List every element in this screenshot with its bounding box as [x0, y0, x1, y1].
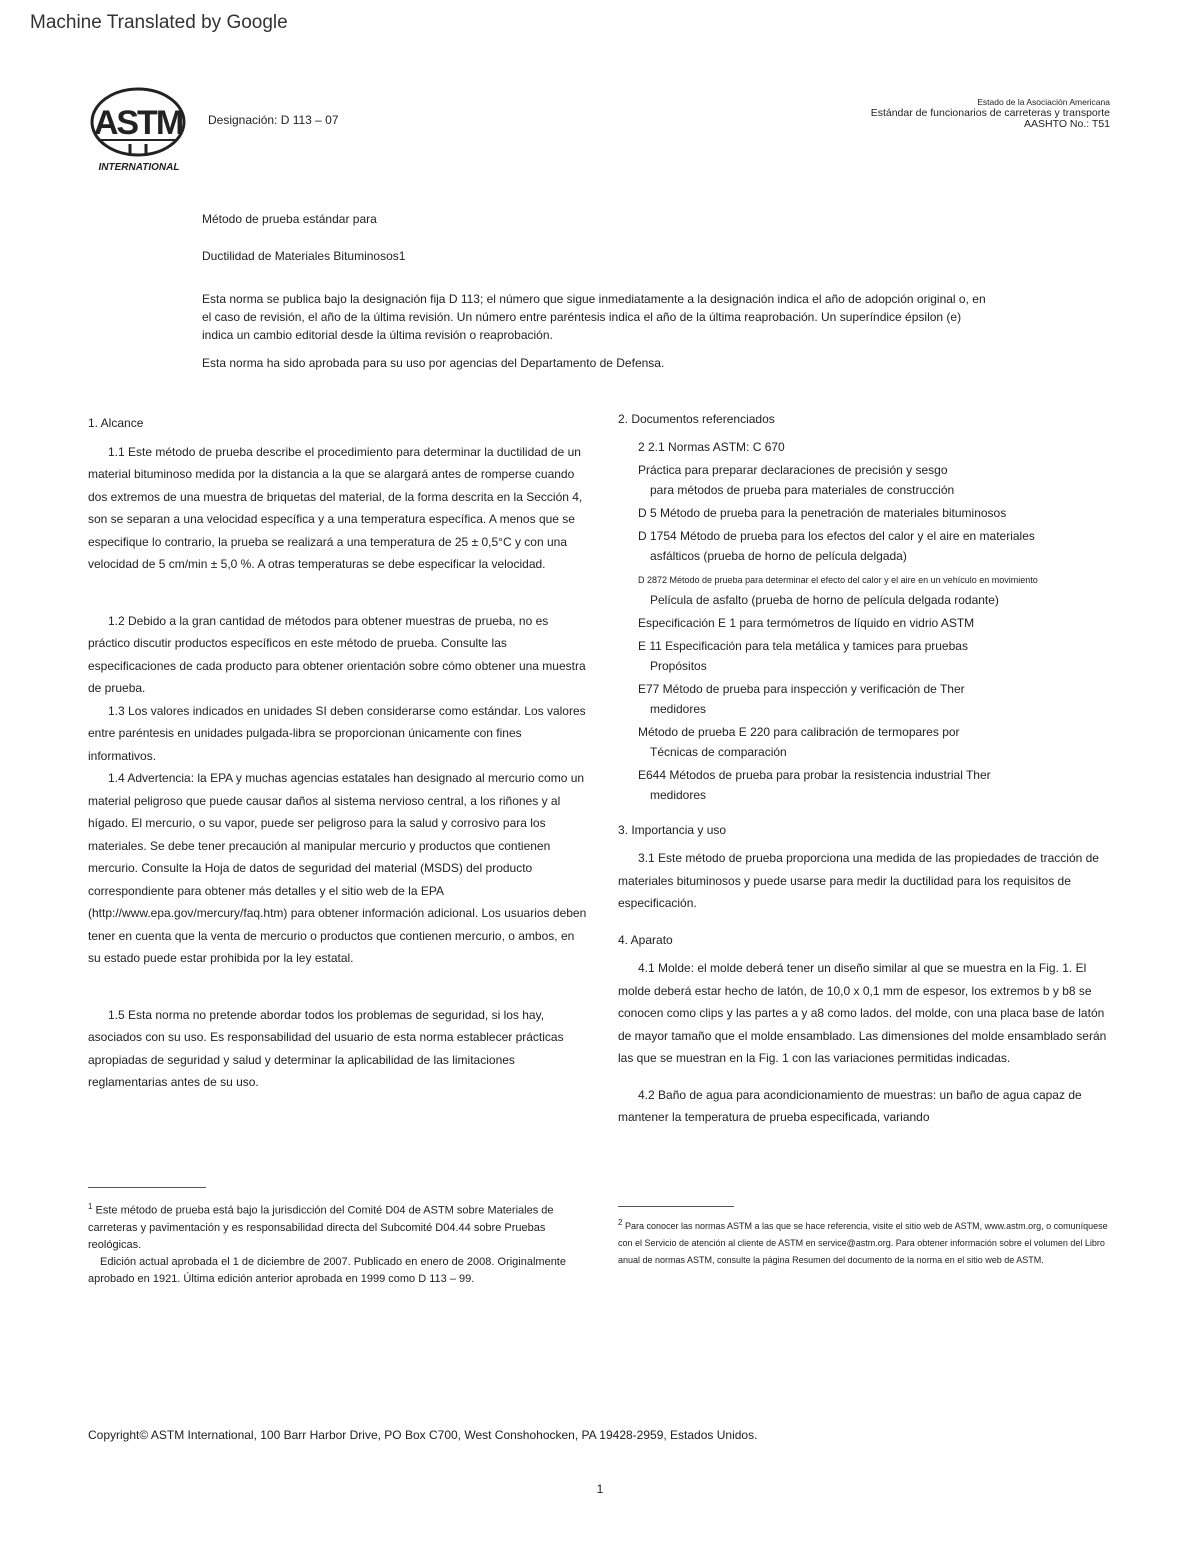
page-number: 1	[596, 1482, 604, 1496]
paragraph: 4.2 Baño de agua para acondicionamiento de muestras: un baño de agua capaz de mantener la temperatura de prueba especificada, variando	[618, 1087, 1082, 1124]
title-line1: Método de prueba estándar para	[202, 212, 377, 226]
right-column	[618, 408, 1108, 1129]
left-column	[88, 412, 588, 1094]
reference-item: D 2872 Método de prueba para determinar el efecto del calor y el aire en un vehículo en movimiento Película de asfalto (prueba de horno de película delgada rodante)	[638, 574, 1038, 607]
reference-item: E 11 Especificación para tela metálica y tamices para pruebas Propósitos	[638, 638, 968, 673]
footnotes-left	[88, 1198, 588, 1288]
footnote-mark: 1	[88, 1202, 93, 1211]
copyright: Copyright© ASTM International, 100 Barr Harbor Drive, PO Box C700, West Conshohocken, PA 19428-2959, Estados Unidos.	[88, 1428, 758, 1442]
aashto-line2: Estándar de funcionarios de carreteras y transporte	[870, 107, 1110, 119]
section-heading: 4. Aparato	[618, 932, 673, 947]
footnote: Edición actual aprobada el 1 de diciembre de 2007. Publicado en enero de 2008. Originalmente aprobado en 1921. Última edición anterior aprobada en 1999 como D 113 – 99.	[88, 1255, 566, 1285]
intro-paragraph: Esta norma ha sido aprobada para su uso por agencias del Departamento de Defensa.	[202, 356, 665, 370]
section-heading: 3. Importancia y uso	[618, 822, 727, 837]
translation-banner: Machine Translated by Google	[30, 12, 288, 33]
footnote-rule	[618, 1206, 734, 1207]
reference-item: D 1754 Método de prueba para los efectos del calor y el aire en materiales asfálticos (prueba de horno de película delgada)	[638, 528, 1035, 563]
reference-item: E644 Métodos de prueba para probar la resistencia industrial Ther medidores	[638, 767, 991, 802]
section-heading: 2. Documentos referenciados	[618, 412, 775, 426]
footnote: $^1$ Este método de prueba está bajo la jurisdicción del Comité D04 de ASTM sobre Materiales de carreteras y pavimentación y es responsabilidad directa del Subcomité D04.44 sobre Pruebas reológicas.	[88, 1202, 554, 1251]
paragraph: 1.3 Los valores indicados en unidades SI deben considerarse como estándar. Los valores entre paréntesis en unidades pulgada-libra se proporcionan únicamente con fines informativos.	[88, 703, 586, 763]
reference-item: Práctica para preparar declaraciones de precisión y sesgo para métodos de prueba para materiales de construcción	[638, 462, 955, 497]
paragraph: 3.1 Este método de prueba proporciona una medida de las propiedades de tracción de materiales bituminosos y puede usarse para medir la ductilidad para los requisitos de especificación.	[618, 851, 1099, 910]
footnotes-right	[618, 1214, 1118, 1269]
paragraph: 1.2 Debido a la gran cantidad de métodos para obtener muestras de prueba, no es práctico discutir productos específicos en este método de prueba. Consulte las especificaciones de cada producto para obtener orientación sobre cómo obtener una muestra de prueba.	[88, 613, 586, 695]
reference-item: E77 Método de prueba para inspección y verificación de Ther medidores	[638, 681, 965, 716]
svg-text:ASTM: ASTM	[93, 104, 183, 142]
aashto-header	[871, 97, 1110, 130]
paragraph: 1.4 Advertencia: la EPA y muchas agencias estatales han designado al mercurio como un material peligroso que puede causar daños al sistema nervioso central, a los riñones y al hígado. El mercurio, o su vapor, puede ser peligroso para la salud y corrosivo para los materiales. Se debe tener precaución al manipular mercurio y productos que contienen mercurio. Consulte la Hoja de datos de seguridad del material (MSDS) del producto correspondiente para obtener más detalles y el sitio web de la EPA (http://www.epa.gov/mercury/faq.htm) para obtener información adicional. Los usuarios deben tener en cuenta que la venta de mercurio o productos que contienen mercurio, o ambos, en su estado puede estar prohibida por la ley estatal.	[88, 771, 587, 965]
reference-item: D 5 Método de prueba para la penetración de materiales bituminosos	[638, 505, 1007, 520]
aashto-line1: Estado de la Asociación Americana	[977, 97, 1110, 107]
subsection: 2 2.1 Normas ASTM: C 670	[638, 439, 785, 454]
title-line2: Ductilidad de Materiales Bituminosos1	[202, 249, 406, 263]
designation: Designación: D 113 – 07	[208, 113, 339, 127]
footnote: $^2$ Para conocer las normas ASTM a las que se hace referencia, visite el sitio web de ASTM, www.astm.org, o comuníquese con el Servicio de atención al cliente de ASTM en service@astm.org. Para obtener información sobre el volumen del Libro anual de normas ASTM, consulte la página Resumen del documento de la norma en el sitio web de ASTM.	[618, 1218, 1108, 1265]
reference-item: Especificación E 1 para termómetros de líquido en vidrio ASTM	[638, 615, 975, 630]
section-heading: 1. Alcance	[88, 416, 144, 430]
paragraph: 1.1 Este método de prueba describe el procedimiento para determinar la ductilidad de un material bituminoso medida por la distancia a la que se alargará antes de romperse cuando dos extremos de una muestra de briquetas del material, de la forma descrita en la Sección 4, son se separan a una velocidad específica y a una temperatura específica. A menos que se especifique lo contrario, la prueba se realizará a una temperatura de 25 ± 0,5°C y con una velocidad de 5 cm/min ± 5,0 %. A otras temperaturas se debe especificar la velocidad.	[88, 444, 583, 571]
footnote-mark: 2	[618, 1218, 623, 1227]
paragraph: 1.5 Esta norma no pretende abordar todos los problemas de seguridad, si los hay, asociados con su uso. Es responsabilidad del usuario de esta norma establecer prácticas apropiadas de seguridad y salud y determinar la aplicabilidad de las limitaciones reglamentarias antes de su uso.	[88, 1007, 564, 1089]
footnote-rule	[88, 1187, 206, 1188]
paragraph: 4.1 Molde: el molde deberá tener un diseño similar al que se muestra en la Fig. 1. El molde deberá estar hecho de latón, de 10,0 x 0,1 mm de espesor, los extremos b y b8 se conocen como clips y las partes a y a8 como lados. del molde, con una placa base de latón de mayor tamaño que el molde ensamblado. Las dimensiones del molde ensamblado serán las que se muestran en la Fig. 1 con las variaciones permitidas indicadas.	[618, 961, 1107, 1065]
intro	[202, 290, 992, 382]
svg-text:INTERNATIONAL: INTERNATIONAL	[98, 162, 180, 173]
reference-item: Método de prueba E 220 para calibración de termopares por Técnicas de comparación	[638, 724, 960, 759]
astm-logo	[88, 86, 190, 174]
intro-paragraph: Esta norma se publica bajo la designación fija D 113; el número que sigue inmediatamente a la designación indica el año de adopción original o, en el caso de revisión, el año de la última revisión. Un número entre paréntesis indica el año de la última reaprobación. Un superíndice épsilon (e) indica un cambio editorial desde la última revisión o reaprobación.	[202, 292, 986, 342]
aashto-line3: AASHTO No.: T51	[1024, 118, 1110, 130]
